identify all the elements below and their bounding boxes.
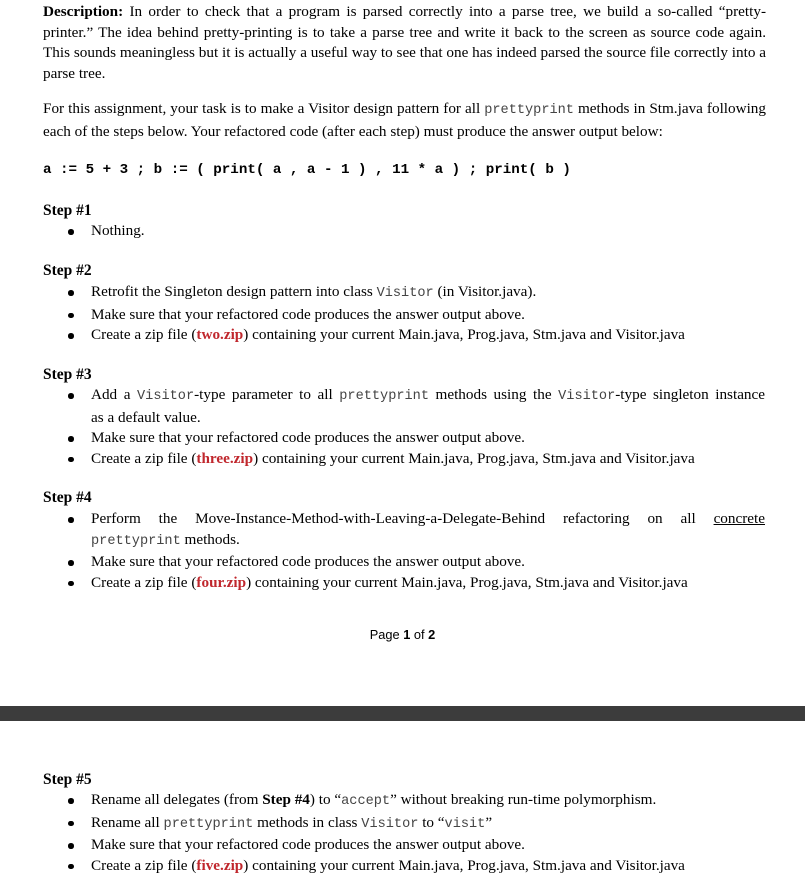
step-5-item-4-text-a: Create a zip file (: [91, 856, 197, 874]
step-5-heading: Step #5: [43, 771, 92, 788]
step-4-item-1: [0, 509, 766, 552]
description-text: In order to check that a program is parsed correctly into a parse tree, we build a so-called “pretty-printer.” The idea behind pretty-printing is to take a parse tree and write it back to the screen as source code again. This sounds meaningless but it is actually a useful way to see that one has indeed parsed the source file correctly into a parse tree.: [43, 3, 766, 82]
step-2-item-2: Make sure that your refactored code produces the answer output above.: [0, 305, 766, 326]
step-2-item-1-text-b: (in Visitor.java).: [433, 283, 537, 300]
step-3-item-1-text-d: -type singleton instance: [615, 386, 766, 403]
step-4-zip-name: four.zip: [196, 573, 247, 591]
step-3-list: [0, 385, 766, 469]
step-4-item-1-line-2: [91, 530, 766, 553]
step-1-item-1: Nothing.: [0, 221, 766, 242]
step-5-item-2: [0, 813, 766, 836]
step-4-item-1-text-b: methods.: [180, 530, 240, 548]
step-5-item-2-text-d: ”: [485, 813, 493, 831]
step-2-item-3: [0, 325, 766, 346]
footer-of-word: of: [410, 627, 429, 642]
step-3-item-1-line-1: [91, 385, 765, 408]
step-3-code-visitor-1: Visitor: [137, 389, 195, 404]
step-5-step-ref: Step #4: [262, 791, 310, 808]
step-5-code-prettyprint: prettyprint: [163, 816, 254, 832]
step-4-item-3: [0, 573, 766, 594]
step-5-item-1-text-b: ) to “: [309, 791, 342, 808]
page-break-divider: [0, 706, 805, 721]
step-5-item-2-text-c: to “: [418, 813, 445, 831]
description-label: Description:: [43, 3, 124, 20]
step-5-item-4: [0, 856, 766, 877]
step-4-concrete-word: concrete: [713, 510, 765, 527]
step-5-code-visitor: Visitor: [361, 816, 419, 832]
step-5-item-1-text-c: ” without breaking run-time polymorphism.: [390, 791, 657, 808]
step-4-item-3-text-a: Create a zip file (: [91, 573, 197, 591]
step-2-heading: Step #2: [43, 262, 92, 279]
page-footer: [0, 625, 805, 646]
step-3-zip-name: three.zip: [196, 449, 254, 467]
step-2-item-3-text-a: Create a zip file (: [91, 326, 197, 343]
step-4-code-prettyprint: prettyprint: [91, 533, 181, 549]
step-3-item-1-text-c: methods using the: [428, 386, 559, 403]
assignment-text-1: For this assignment, your task is to make a Visitor design pattern for all: [43, 100, 485, 117]
step-4-heading: Step #4: [43, 489, 92, 506]
step-1-list: [0, 221, 766, 242]
answer-output: a := 5 + 3 ; b := ( print( a , a - 1 ) , 11 * a ) ; print( b ): [43, 162, 571, 178]
step-3-code-prettyprint: prettyprint: [339, 389, 429, 404]
assignment-text-2: methods in Stm.java following each of the steps below. Your refactored code (after each step) must produce the answer output below:: [43, 100, 766, 140]
step-3-item-2: Make sure that your refactored code produces the answer output above.: [0, 428, 766, 449]
footer-page-number: 1: [403, 627, 411, 642]
step-5-zip-name: five.zip: [196, 856, 244, 874]
step-5-code-visit: visit: [444, 816, 486, 832]
step-3-item-1: [0, 385, 766, 428]
step-5-item-1-text-a: Rename all delegates (from: [91, 791, 263, 808]
step-3-item-1-text-b: -type parameter to all: [194, 386, 340, 403]
step-4-list: [0, 509, 766, 593]
step-1-heading: Step #1: [43, 202, 92, 219]
step-3-heading: Step #3: [43, 366, 92, 383]
step-2-zip-name: two.zip: [196, 326, 244, 343]
step-4-item-1-line-1: [91, 509, 765, 530]
step-5-item-2-text-b: methods in class: [253, 813, 362, 831]
step-2-item-3-text-b: ) containing your current Main.java, Prog.java, Stm.java and Visitor.java: [243, 326, 685, 343]
step-5-item-2-text-a: Rename all: [91, 813, 164, 831]
step-2-item-1-text-a: Retrofit the Singleton design pattern into class: [91, 283, 377, 300]
footer-page-total: 2: [428, 627, 436, 642]
step-3-code-visitor-2: Visitor: [558, 389, 616, 404]
step-5-item-4-text-b: ) containing your current Main.java, Prog.java, Stm.java and Visitor.java: [243, 856, 685, 874]
step-2-item-1: [0, 282, 766, 305]
step-3-item-1-line-2: as a default value.: [91, 408, 201, 426]
footer-page-word: Page: [369, 627, 404, 642]
step-3-item-3-text-a: Create a zip file (: [91, 449, 197, 467]
assignment-paragraph: [43, 99, 766, 142]
description-paragraph: [43, 2, 766, 84]
step-4-item-3-text-b: ) containing your current Main.java, Prog.java, Stm.java and Visitor.java: [246, 573, 688, 591]
step-3-item-3: [0, 449, 766, 470]
step-2-code-visitor: Visitor: [376, 286, 434, 301]
step-5-code-accept: accept: [341, 794, 391, 809]
step-4-item-2: Make sure that your refactored code produces the answer output above.: [0, 552, 766, 573]
step-5-item-1: [0, 790, 766, 813]
step-5-list: [0, 790, 766, 876]
step-5-item-3: Make sure that your refactored code produces the answer output above.: [0, 835, 766, 856]
step-2-list: [0, 282, 766, 346]
step-3-item-1-text-a: Add a: [91, 386, 138, 403]
step-3-item-3-text-b: ) containing your current Main.java, Prog.java, Stm.java and Visitor.java: [253, 449, 695, 467]
step-4-item-1-text-a: Perform the Move-Instance-Method-with-Leaving-a-Delegate-Behind refactoring on all: [91, 510, 696, 527]
assignment-code-prettyprint: prettyprint: [484, 103, 574, 118]
